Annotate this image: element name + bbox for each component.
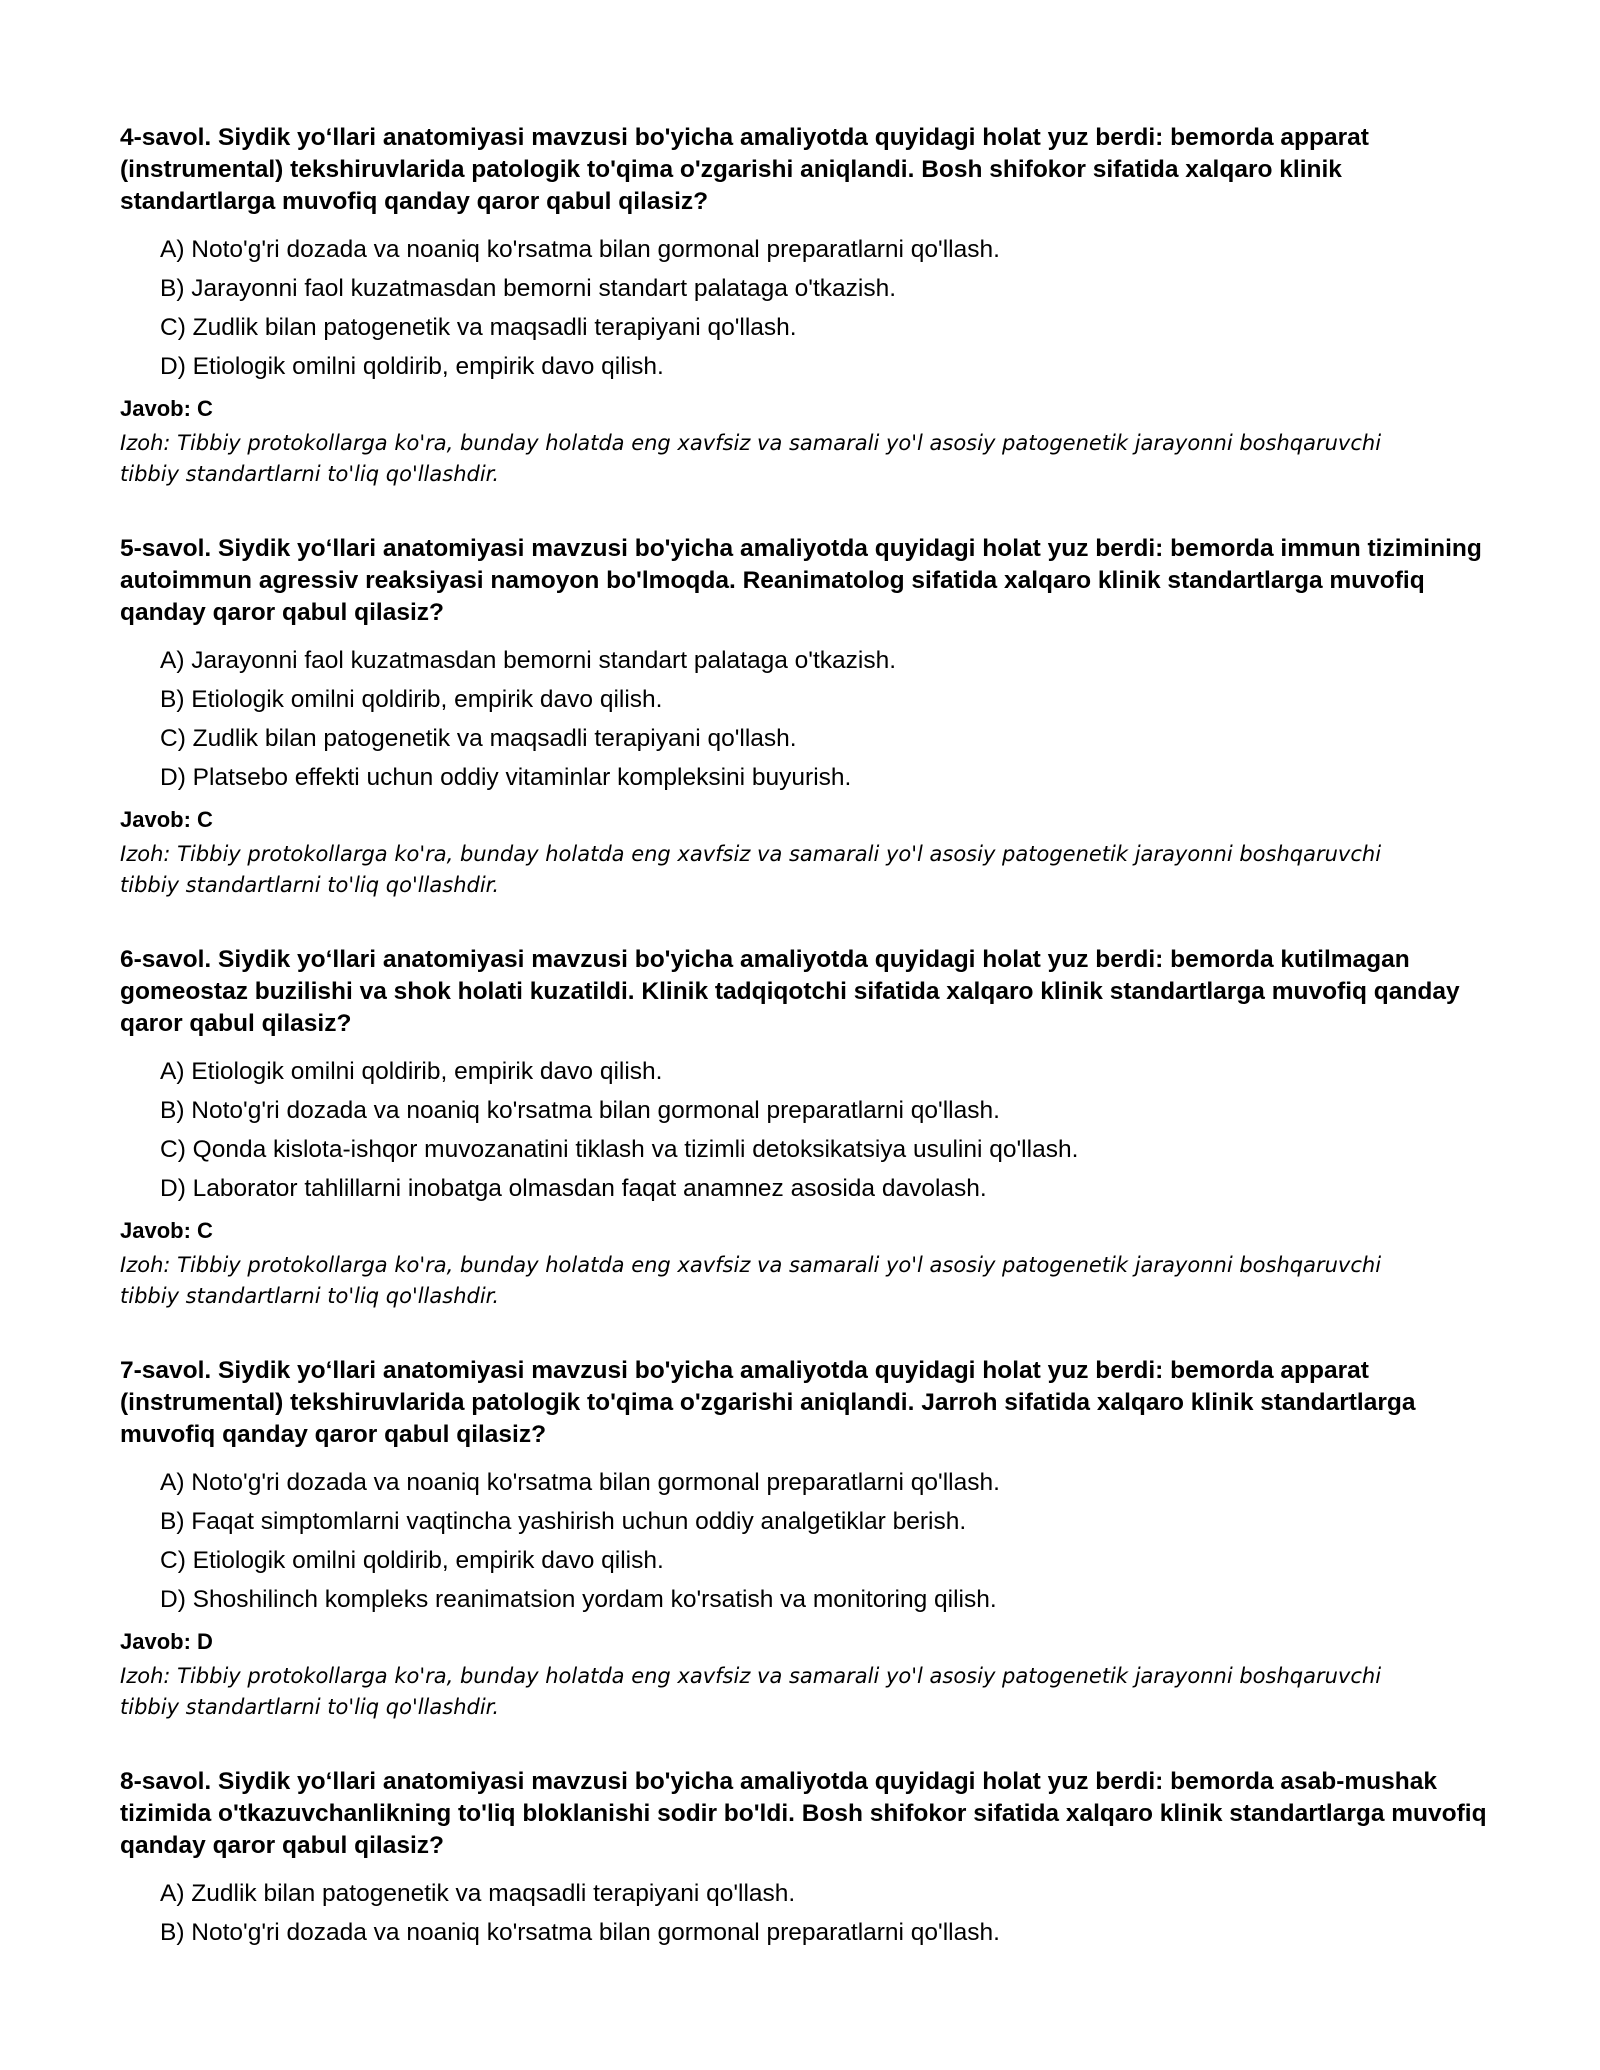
option-c: C) Etiologik omilni qoldirib, empirik davo qilish. — [160, 1547, 664, 1574]
option-a: A) Noto'g'ri dozada va noaniq ko'rsatma bilan gormonal preparatlarni qo'llash. — [160, 1469, 1000, 1496]
option-c: C) Zudlik bilan patogenetik va maqsadli terapiyani qo'llash. — [160, 725, 797, 752]
explanation-note: Izoh: Tibbiy protokollarga ko'ra, bunday holatda eng xavfsiz va samarali yo'l asosiy patogenetik jarayonni boshqaruvchi tibbiy standartlarni to'liq qo'llashdir. — [120, 842, 1382, 897]
answer-label: Javob: C — [120, 1218, 213, 1243]
option-b: B) Etiologik omilni qoldirib, empirik davo qilish. — [160, 686, 663, 713]
question-text: 5-savol. Siydik yo‘llari anatomiyasi mavzusi bo'yicha amaliyotda quyidagi holat yuz berdi: bemorda immun tizimining autoimmun agressiv reaksiyasi namoyon bo'lmoqda. Reanimatolog sifatida xalqaro klinik standartlarga muvofiq qanday qaror qabul qilasiz? — [120, 535, 1482, 626]
options-list — [120, 641, 1500, 797]
answer-label: Javob: C — [120, 807, 213, 832]
explanation-note: Izoh: Tibbiy protokollarga ko'ra, bunday holatda eng xavfsiz va samarali yo'l asosiy patogenetik jarayonni boshqaruvchi tibbiy standartlarni to'liq qo'llashdir. — [120, 1664, 1382, 1719]
question-block — [120, 1766, 1500, 1952]
question-text: 4-savol. Siydik yo‘llari anatomiyasi mavzusi bo'yicha amaliyotda quyidagi holat yuz berdi: bemorda apparat (instrumental) tekshiruvlarida patologik to'qima o'zgarishi aniqlandi. Bosh shifokor sifatida xalqaro klinik standartlarga muvofiq qanday qaror qabul qilasiz? — [120, 124, 1369, 215]
option-a: A) Jarayonni faol kuzatmasdan bemorni standart palataga o'tkazish. — [160, 647, 897, 674]
options-list — [120, 1874, 1500, 1952]
options-list — [120, 1463, 1500, 1619]
option-c: C) Zudlik bilan patogenetik va maqsadli terapiyani qo'llash. — [160, 314, 797, 341]
explanation-note: Izoh: Tibbiy protokollarga ko'ra, bunday holatda eng xavfsiz va samarali yo'l asosiy patogenetik jarayonni boshqaruvchi tibbiy standartlarni to'liq qo'llashdir. — [120, 431, 1382, 486]
question-text: 6-savol. Siydik yo‘llari anatomiyasi mavzusi bo'yicha amaliyotda quyidagi holat yuz berdi: bemorda kutilmagan gomeostaz buzilishi va shok holati kuzatildi. Klinik tadqiqotchi sifatida xalqaro klinik standartlarga muvofiq qanday qaror qabul qilasiz? — [120, 946, 1460, 1037]
question-block — [120, 122, 1500, 490]
option-a: A) Zudlik bilan patogenetik va maqsadli terapiyani qo'llash. — [160, 1880, 796, 1907]
option-d: D) Laborator tahlillarni inobatga olmasdan faqat anamnez asosida davolash. — [160, 1175, 987, 1202]
question-block — [120, 1355, 1500, 1723]
option-b: B) Jarayonni faol kuzatmasdan bemorni standart palataga o'tkazish. — [160, 275, 897, 302]
options-list — [120, 1052, 1500, 1208]
document-page — [120, 122, 1500, 1995]
question-text: 8-savol. Siydik yo‘llari anatomiyasi mavzusi bo'yicha amaliyotda quyidagi holat yuz berdi: bemorda asab-mushak tizimida o'tkazuvchanlikning to'liq bloklanishi sodir bo'ldi. Bosh shifokor sifatida xalqaro klinik standartlarga muvofiq qanday qaror qabul qilasiz? — [120, 1768, 1487, 1859]
option-d: D) Shoshilinch kompleks reanimatsion yordam ko'rsatish va monitoring qilish. — [160, 1586, 997, 1613]
option-a: A) Etiologik omilni qoldirib, empirik davo qilish. — [160, 1058, 663, 1085]
option-d: D) Etiologik omilni qoldirib, empirik davo qilish. — [160, 353, 664, 380]
answer-label: Javob: C — [120, 396, 213, 421]
option-b: B) Faqat simptomlarni vaqtincha yashirish uchun oddiy analgetiklar berish. — [160, 1508, 967, 1535]
option-b: B) Noto'g'ri dozada va noaniq ko'rsatma bilan gormonal preparatlarni qo'llash. — [160, 1919, 1000, 1946]
option-a: A) Noto'g'ri dozada va noaniq ko'rsatma bilan gormonal preparatlarni qo'llash. — [160, 236, 1000, 263]
explanation-note: Izoh: Tibbiy protokollarga ko'ra, bunday holatda eng xavfsiz va samarali yo'l asosiy patogenetik jarayonni boshqaruvchi tibbiy standartlarni to'liq qo'llashdir. — [120, 1253, 1382, 1308]
option-c: C) Qonda kislota-ishqor muvozanatini tiklash va tizimli detoksikatsiya usulini qo'llash. — [160, 1136, 1079, 1163]
option-b: B) Noto'g'ri dozada va noaniq ko'rsatma bilan gormonal preparatlarni qo'llash. — [160, 1097, 1000, 1124]
options-list — [120, 230, 1500, 386]
question-block — [120, 944, 1500, 1312]
option-d: D) Platsebo effekti uchun oddiy vitaminlar kompleksini buyurish. — [160, 764, 852, 791]
question-block — [120, 533, 1500, 901]
question-text: 7-savol. Siydik yo‘llari anatomiyasi mavzusi bo'yicha amaliyotda quyidagi holat yuz berdi: bemorda apparat (instrumental) tekshiruvlarida patologik to'qima o'zgarishi aniqlandi. Jarroh sifatida xalqaro klinik standartlarga muvofiq qanday qaror qabul qilasiz? — [120, 1357, 1416, 1448]
answer-label: Javob: D — [120, 1629, 213, 1654]
